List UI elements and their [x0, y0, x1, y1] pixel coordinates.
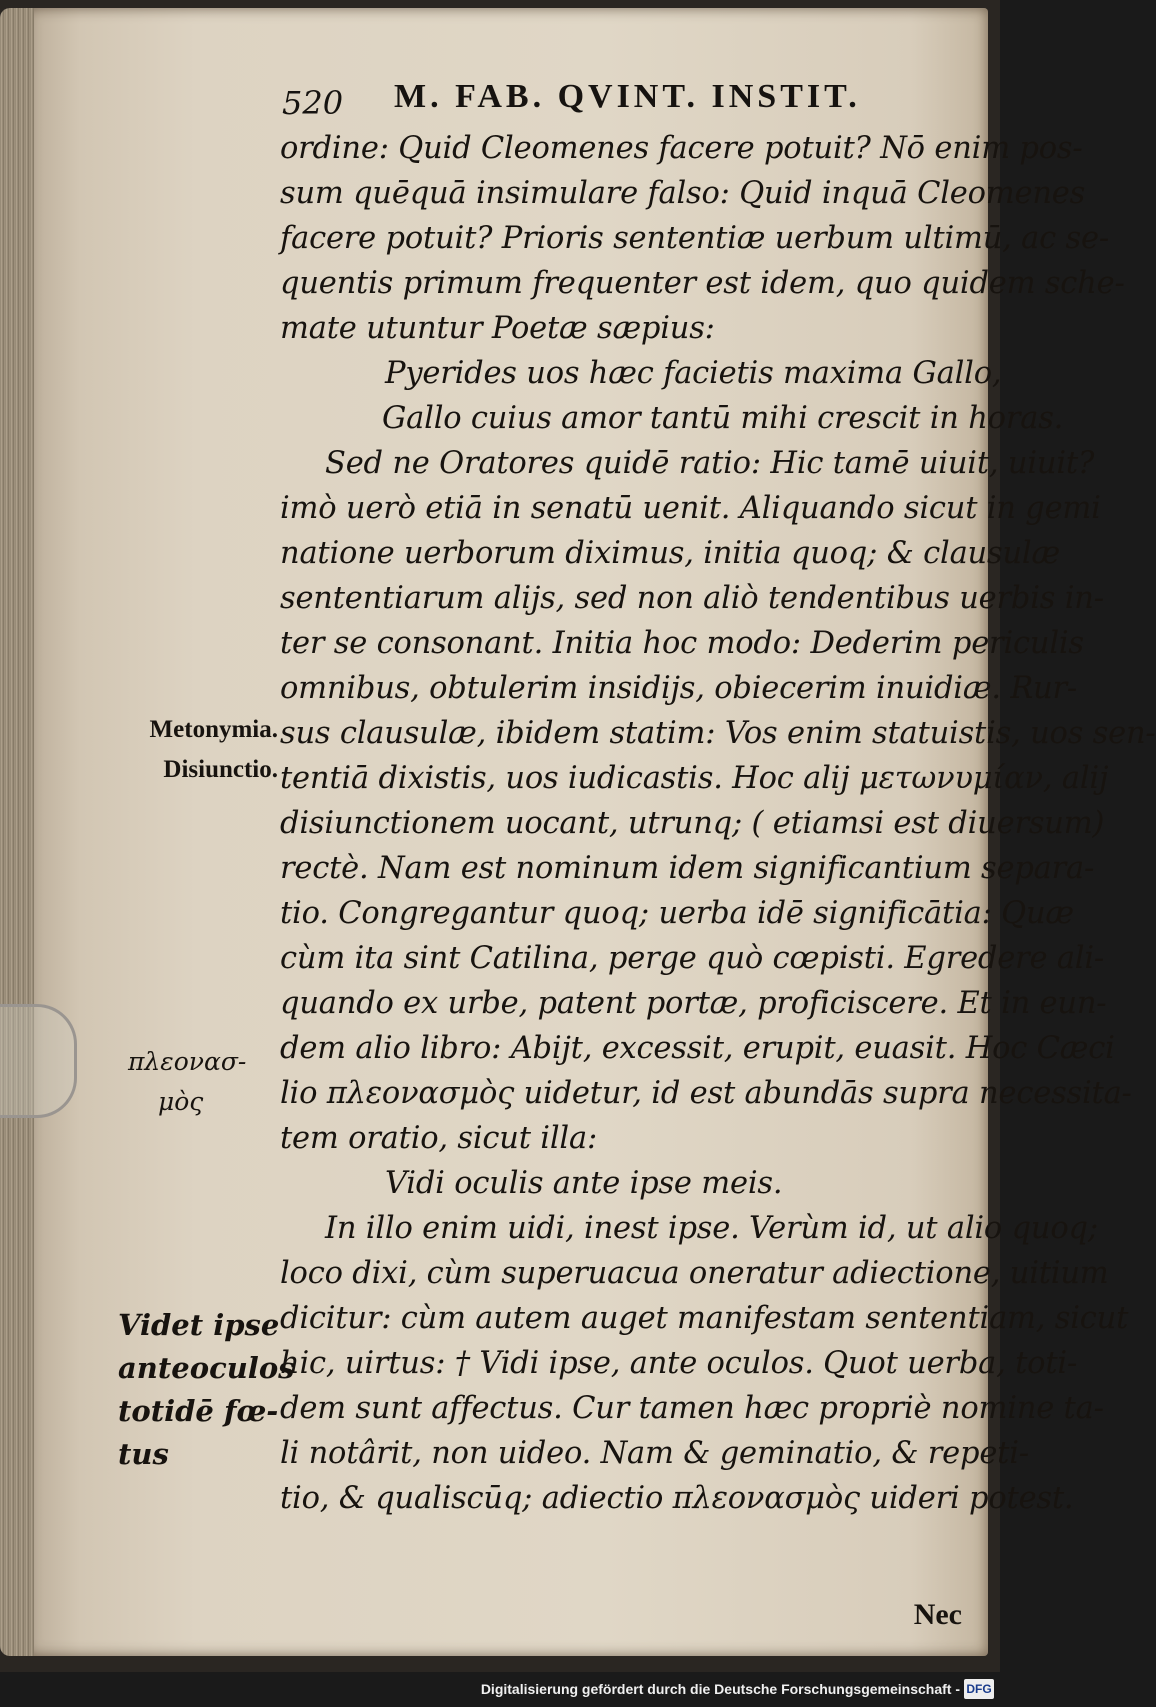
footer-credit: Digitalisierung gefördert durch die Deutsche Forschungsgemeinschaft - [480, 1681, 960, 1697]
text-line: In illo enim uidi, inest ipse. Verùm id, ut alio quoq; [325, 1211, 1098, 1246]
verse-line: Gallo cuius amor tantū mihi crescit in horas. [382, 401, 1064, 436]
text-line: tem oratio, sicut illa: [280, 1121, 598, 1156]
text-line: sum quēquā insimulare falso: Quid inquā Cleomenes [280, 176, 1086, 211]
page-edges [0, 8, 34, 1656]
text-line: natione uerborum diximus, initia quoq; & clausulæ [280, 536, 1060, 571]
text-line: tentiā dixistis, uos iudicastis. Hoc alij μετωνυμίαν, alij [280, 761, 1109, 796]
text-line: facere potuit? Prioris sententiæ uerbum ultimū, ac se- [280, 221, 1109, 256]
text-line: sus clausulæ, ibidem statim: Vos enim statuistis, uos sen- [280, 716, 1156, 751]
margin-note-line: Metonymia. [149, 716, 278, 743]
page-number: 520 [282, 84, 344, 122]
text-line: ordine: Quid Cleomenes facere potuit? Nō enim pos- [280, 131, 1083, 166]
margin-note-line: Disiunctio. [163, 756, 278, 783]
text-line: dem sunt affectus. Cur tamen hæc propriè nomine ta- [280, 1391, 1104, 1426]
text-line: ter se consonant. Initia hoc modo: Dederim periculis [280, 626, 1084, 661]
text-line: sententiarum alijs, sed non aliò tendentibus uerbis in- [280, 581, 1104, 616]
text-line: tio, & qualiscūq; adiectio πλεονασμὸς uideri potest. [280, 1481, 1074, 1516]
text-line: cùm ita sint Catilina, perge quò cœpisti. Egredere ali- [280, 941, 1105, 976]
page-header [282, 78, 932, 130]
margin-note-line: Videt ipse [118, 1308, 280, 1342]
text-line: disiunctionem uocant, utrunq; ( etiamsi est diuersum) [280, 806, 1105, 841]
text-line: dicitur: cùm autem auget manifestam sententiam, sicut [280, 1301, 1129, 1336]
dfg-logo-icon: DFG [964, 1679, 994, 1699]
text-line: dem alio libro: Abijt, excessit, erupit, euasit. Hoc Cæci [280, 1031, 1115, 1066]
running-title: M. FAB. QVINT. INSTIT. [394, 78, 861, 115]
text-line: quentis primum frequenter est idem, quo quidem sche- [280, 266, 1125, 301]
margin-note-line: totidē fœ- [118, 1394, 279, 1428]
text-line: quando ex urbe, patent portæ, proficiscere. Et in eun- [280, 986, 1107, 1021]
text-line: imò uerò etiā in senatū uenit. Aliquando sicut in gemi [280, 491, 1101, 526]
margin-note-videt [118, 1304, 295, 1476]
text-line: li notârit, non uideo. Nam & geminatio, & repeti- [280, 1436, 1029, 1471]
catchword: Nec [913, 1598, 962, 1631]
book-clamp [0, 1004, 77, 1118]
margin-note-pleonasmos [128, 1042, 246, 1122]
text-line: hic, uirtus: † Vidi ipse, ante oculos. Quot uerba, toti- [280, 1346, 1078, 1381]
margin-note-metonymia [122, 710, 278, 790]
text-line: mate utuntur Poetæ sæpius: [280, 311, 715, 346]
verse-line: Vidi oculis ante ipse meis. [385, 1166, 783, 1201]
digitization-footer [0, 1672, 1000, 1707]
margin-note-line: πλεονασ- [128, 1047, 247, 1076]
text-line: Sed ne Oratores quidē ratio: Hic tamē uiuit, uiuit? [325, 446, 1095, 481]
text-line: loco dixi, cùm superuacua oneratur adiectione, uitium [280, 1256, 1109, 1291]
text-line: rectè. Nam est nominum idem significantium separa- [280, 851, 1095, 886]
margin-note-line: tus [118, 1437, 169, 1471]
body-text [280, 126, 1156, 1521]
margin-note-line: μὸς [158, 1087, 204, 1116]
text-line: tio. Congregantur quoq; uerba idē significātia: Quæ [280, 896, 1074, 931]
margin-note-line: anteoculos [118, 1351, 295, 1385]
verse-line: Pyerides uos hæc facietis maxima Gallo, [385, 356, 1002, 391]
text-line: lio πλεονασμὸς uidetur, id est abundās supra necessita- [280, 1076, 1132, 1111]
text-line: omnibus, obtulerim insidijs, obiecerim inuidiæ. Rur- [280, 671, 1078, 706]
